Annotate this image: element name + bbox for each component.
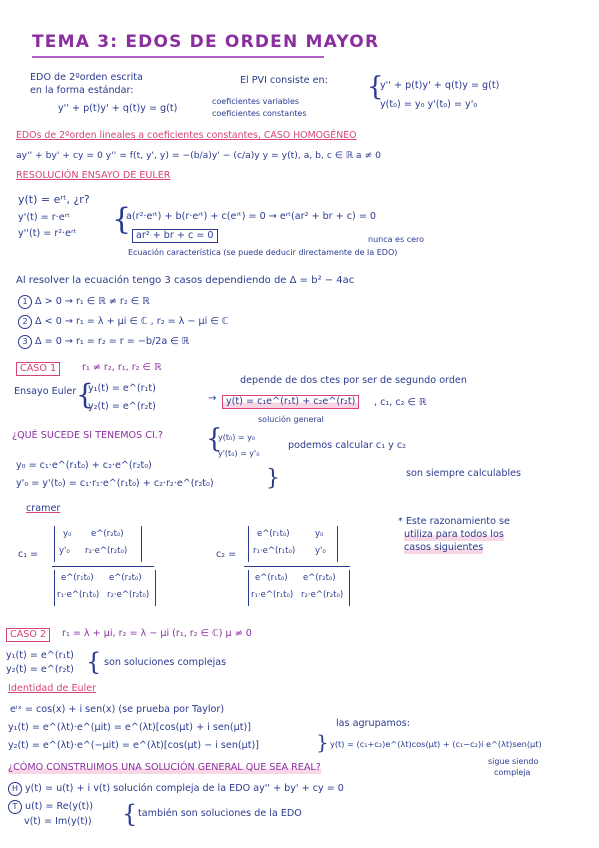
case1-y2: y₂(t) = e^(r₂t) — [88, 401, 156, 412]
grouped-solution: y(t) = (c₁+c₂)e^(λt)cos(μt) + (c₁−c₂)i e^(λt)sen(μt) — [330, 739, 542, 749]
case-number-1: 1 — [18, 295, 32, 309]
hint-2-im: v(t) = Im(y(t)) — [24, 816, 92, 827]
arrow-to-general: → — [208, 393, 217, 404]
page-title: TEMA 3: EDOS DE ORDEN MAYOR — [32, 32, 380, 52]
case2-y1: y₁(t) = e^(r₁t) — [6, 650, 74, 661]
euler-heading: RESOLUCIÓN ENSAYO DE EULER — [16, 170, 171, 181]
case2-label: CASO 2 — [6, 628, 50, 642]
reasoning-note-1: * Este razonamiento se — [398, 516, 510, 527]
std-line-2: en la forma estándar: — [30, 85, 134, 96]
linear-equation: ay'' + by' + cy = 0 y'' = f(t, y', y) = −(b/a)y' − (c/a)y y = y(t), a, b, c ∈ ℝ a ≠ 0 — [16, 150, 381, 161]
ci-2: y'(t₀) = y'₀ — [218, 449, 260, 458]
c2-num-a: e^(r₁t₀) — [257, 529, 290, 539]
case1-y1: y₁(t) = e^(r₁t) — [88, 383, 156, 394]
linear-heading: EDOs de 2ºorden lineales a coeficientes constantes, CASO HOMOGÉNEO — [16, 130, 357, 141]
never-zero: nunca es cero — [368, 235, 425, 244]
c2-den-b: e^(r₂t₀) — [303, 573, 336, 583]
still-complex-2: compleja — [494, 768, 531, 777]
euler-identity-heading: Identidad de Euler — [8, 683, 97, 694]
pvi-brace: { — [367, 72, 384, 102]
coef-variable: coeficientes variables — [212, 97, 300, 106]
c1-den-d: r₂·e^(r₂t₀) — [107, 590, 150, 600]
cramer-label: cramer — [26, 503, 61, 514]
euler-identity: eⁱˣ = cos(x) + i sen(x) (se prueba por Taylor) — [10, 704, 225, 715]
c1-num-d: r₂·e^(r₂t₀) — [85, 546, 128, 556]
c2-denominator-det — [248, 570, 350, 606]
hint-1-number: H — [8, 782, 22, 796]
ci-eq-2: y'₀ = y'(t₀) = c₁·r₁·e^(r₁t₀) + c₂·r₂·e^(r₂t₀) — [16, 478, 214, 489]
coef-constant: coeficientes constantes — [212, 109, 307, 118]
ci-question: ¿QUÉ SUCEDE SI TENEMOS CI.? — [12, 430, 163, 441]
ci-eq-brace: } — [266, 466, 280, 491]
euler-y: y(t) = eʳᵗ, ¿r? — [18, 193, 90, 206]
euler-substitution: a(r²·eʳᵗ) + b(r·eʳᵗ) + c(eʳᵗ) = 0 → eʳᵗ(ar² + br + c) = 0 — [126, 211, 377, 222]
c1-den-b: e^(r₂t₀) — [109, 573, 142, 583]
pvi-eq-1: y'' + p(t)y' + q(t)y = g(t) — [380, 80, 500, 91]
case-number-3: 3 — [18, 335, 32, 349]
general-solution-tail: , c₁, c₂ ∈ ℝ — [374, 397, 427, 408]
c2-numerator-det — [248, 526, 338, 562]
euler-yp: y'(t) = r·eʳᵗ — [18, 212, 70, 223]
c2-den-d: r₂·e^(r₂t₀) — [301, 590, 344, 600]
case2-brace: { — [86, 648, 102, 676]
solve-line: Al resolver la ecuación tengo 3 casos dependiendo de Δ = b² − 4ac — [16, 275, 355, 286]
pvi-label: El PVI consiste en: — [240, 75, 328, 86]
pvi-eq-2: y(t₀) = y₀ y'(t₀) = y'₀ — [380, 99, 478, 110]
ensayo-label: Ensayo Euler — [14, 386, 77, 397]
characteristic-box: ar² + br + c = 0 — [132, 229, 218, 243]
always-calculable: son siempre calculables — [406, 468, 522, 479]
case1-label: CASO 1 — [16, 362, 60, 376]
title-underline — [32, 56, 324, 58]
c1-denominator-det — [54, 570, 156, 606]
ci-1: y(t₀) = y₀ — [218, 433, 256, 442]
general-solution: y(t) = c₁e^(r₁t) + c₂e^(r₂t) — [222, 395, 359, 409]
c2-label: c₂ = — [216, 549, 237, 560]
case-text-1: Δ > 0 → r₁ ∈ ℝ ≠ r₂ ∈ ℝ — [35, 296, 150, 307]
c1-den-c: r₁·e^(r₁t₀) — [57, 590, 100, 600]
hint-2-re — [8, 800, 93, 814]
reasoning-note-2: utiliza para todos los — [404, 529, 504, 540]
c1-num-a: y₀ — [63, 529, 72, 539]
c1-fraction-bar — [52, 566, 154, 567]
c1-num-b: e^(r₂t₀) — [91, 529, 124, 539]
hint-1 — [8, 782, 344, 796]
group-label: las agrupamos: — [336, 718, 411, 729]
ci-calc: podemos calcular c₁ y c₂ — [288, 440, 406, 451]
hint-2-number: T — [8, 800, 22, 814]
hint-1-text: y(t) = u(t) + i v(t) solución compleja de la EDO ay'' + by' + cy = 0 — [25, 783, 344, 794]
c1-label: c₁ = — [18, 549, 39, 560]
case1-condition: r₁ ≠ r₂, r₁, r₂ ∈ ℝ — [82, 362, 162, 373]
c2-num-b: y₀ — [315, 529, 324, 539]
group-brace: } — [316, 730, 329, 754]
c2-num-d: y'₀ — [315, 546, 326, 556]
c1-numerator-det — [54, 526, 142, 562]
general-solution-label: solución general — [258, 415, 324, 424]
case-text-2: Δ < 0 → r₁ = λ + μi ∈ ℂ , r₂ = λ − μi ∈ ℂ — [35, 316, 229, 327]
real-solution-question: ¿CÓMO CONSTRUIMOS UNA SOLUCIÓN GENERAL QUE SEA REAL? — [8, 762, 321, 773]
ci-eq-1: y₀ = c₁·e^(r₁t₀) + c₂·e^(r₂t₀) — [16, 460, 152, 471]
case-line-3 — [18, 335, 189, 349]
c1-den-a: e^(r₁t₀) — [61, 573, 94, 583]
reasoning-note-3: casos siguientes — [404, 542, 484, 553]
also-solutions: también son soluciones de la EDO — [138, 808, 302, 819]
case-line-2 — [18, 315, 228, 329]
euler-brace: { — [112, 202, 132, 237]
ensayo-brace: { — [76, 378, 94, 411]
case-number-2: 2 — [18, 315, 32, 329]
std-line-1: EDO de 2ºorden escrita — [30, 72, 143, 83]
case-text-3: Δ = 0 → r₁ = r₂ = r = −b/2a ∈ ℝ — [35, 336, 190, 347]
c2-den-c: r₁·e^(r₁t₀) — [251, 590, 294, 600]
case2-condition: r₁ = λ + μi, r₂ = λ − μi (r₁, r₂ ∈ ℂ) μ ≠ 0 — [62, 628, 252, 639]
c2-num-c: r₁·e^(r₁t₀) — [253, 546, 296, 556]
depends-note: depende de dos ctes por ser de segundo orden — [240, 375, 467, 386]
ci-brace: { — [206, 424, 223, 454]
euler-ypp: y''(t) = r²·eʳᵗ — [18, 228, 77, 239]
case2-y2-expanded: y₂(t) = e^(λt)·e^(−μit) = e^(λt)[cos(μt) − i sen(μt)] — [8, 740, 259, 751]
case-line-1 — [18, 295, 150, 309]
c2-den-a: e^(r₁t₀) — [255, 573, 288, 583]
hint-2-re-text: u(t) = Re(y(t)) — [25, 801, 94, 812]
std-equation: y'' + p(t)y' + q(t)y = g(t) — [58, 103, 178, 114]
case2-y2: y₂(t) = e^(r₂t) — [6, 664, 74, 675]
characteristic-note: Ecuación característica (se puede deducir directamente de la EDO) — [128, 248, 398, 257]
c2-fraction-bar — [244, 566, 350, 567]
hint-2-brace: { — [122, 800, 138, 828]
still-complex-1: sigue siendo — [488, 757, 539, 766]
complex-note: son soluciones complejas — [104, 657, 227, 668]
case2-y1-expanded: y₁(t) = e^(λt)·e^(μit) = e^(λt)[cos(μt) + i sen(μt)] — [8, 722, 251, 733]
c1-num-c: y'₀ — [59, 546, 70, 556]
